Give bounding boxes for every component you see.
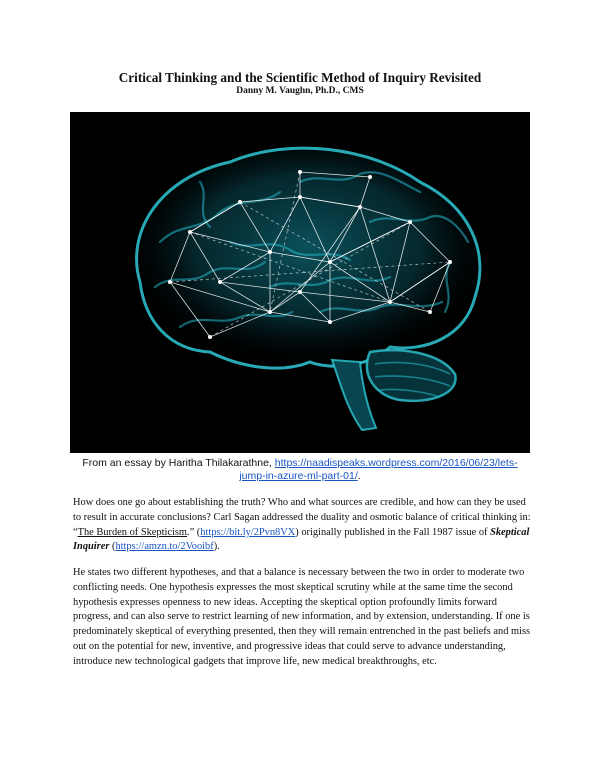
caption-prefix: From an essay by Haritha Thilakarathne, xyxy=(82,457,272,469)
caption-link[interactable]: https://naadispeaks.wordpress.com/2016/06/23/lets-jump-in-azure-ml-part-01/ xyxy=(239,457,518,482)
cerebellum xyxy=(367,350,456,401)
caption-suffix: . xyxy=(357,470,361,482)
p1-text-d: ( xyxy=(109,541,116,553)
p1-text-c: ) originally published in the Fall 1987 issue of xyxy=(295,526,491,538)
brain-network-image xyxy=(70,112,530,453)
magazine-link[interactable]: https://amzn.to/2Vooibf xyxy=(115,541,214,553)
magazine-title: Skeptical Inquirer xyxy=(73,526,530,553)
essay-title: The Burden of Skepticism xyxy=(77,526,187,538)
p1-text-e: ). xyxy=(213,541,220,553)
figure-caption xyxy=(70,457,530,483)
document-title: Critical Thinking and the Scientific Method of Inquiry Revisited xyxy=(118,70,482,85)
skepticism-link[interactable]: https://bit.ly/2Pvn8VX xyxy=(200,526,296,538)
p1-text-a: How does one go about establishing the truth? Who and what sources are credible, and how can they be used to result in accurate conclusions? Carl Sagan addressed the duality and osmotic balance of critical thinking in: “ xyxy=(73,497,531,538)
p1-text-b: .” ( xyxy=(187,526,201,538)
paragraph-1 xyxy=(73,496,533,555)
author-line: Danny M. Vaughn, Ph.D., CMS xyxy=(236,86,364,96)
paragraph-2: He states two different hypotheses, and that a balance is necessary between the two in order to moderate two conflicting needs. One hypothesis expresses the most skeptical scrutiny while at the same time the second hypothesis expresses openness to new ideas. Accepting the skeptical option profoundly limits forward progress, and can also serve to restrict learning of new information, and by extension, understanding. If one is predominately skeptical of everything presented, then they will remain entrenched in the past beliefs and miss out on the potential for new, inventive, and progressive ideas that could serve to advance understanding, introduce new technological gadgets that improve life, new medical breakthroughs, etc. xyxy=(73,567,531,667)
